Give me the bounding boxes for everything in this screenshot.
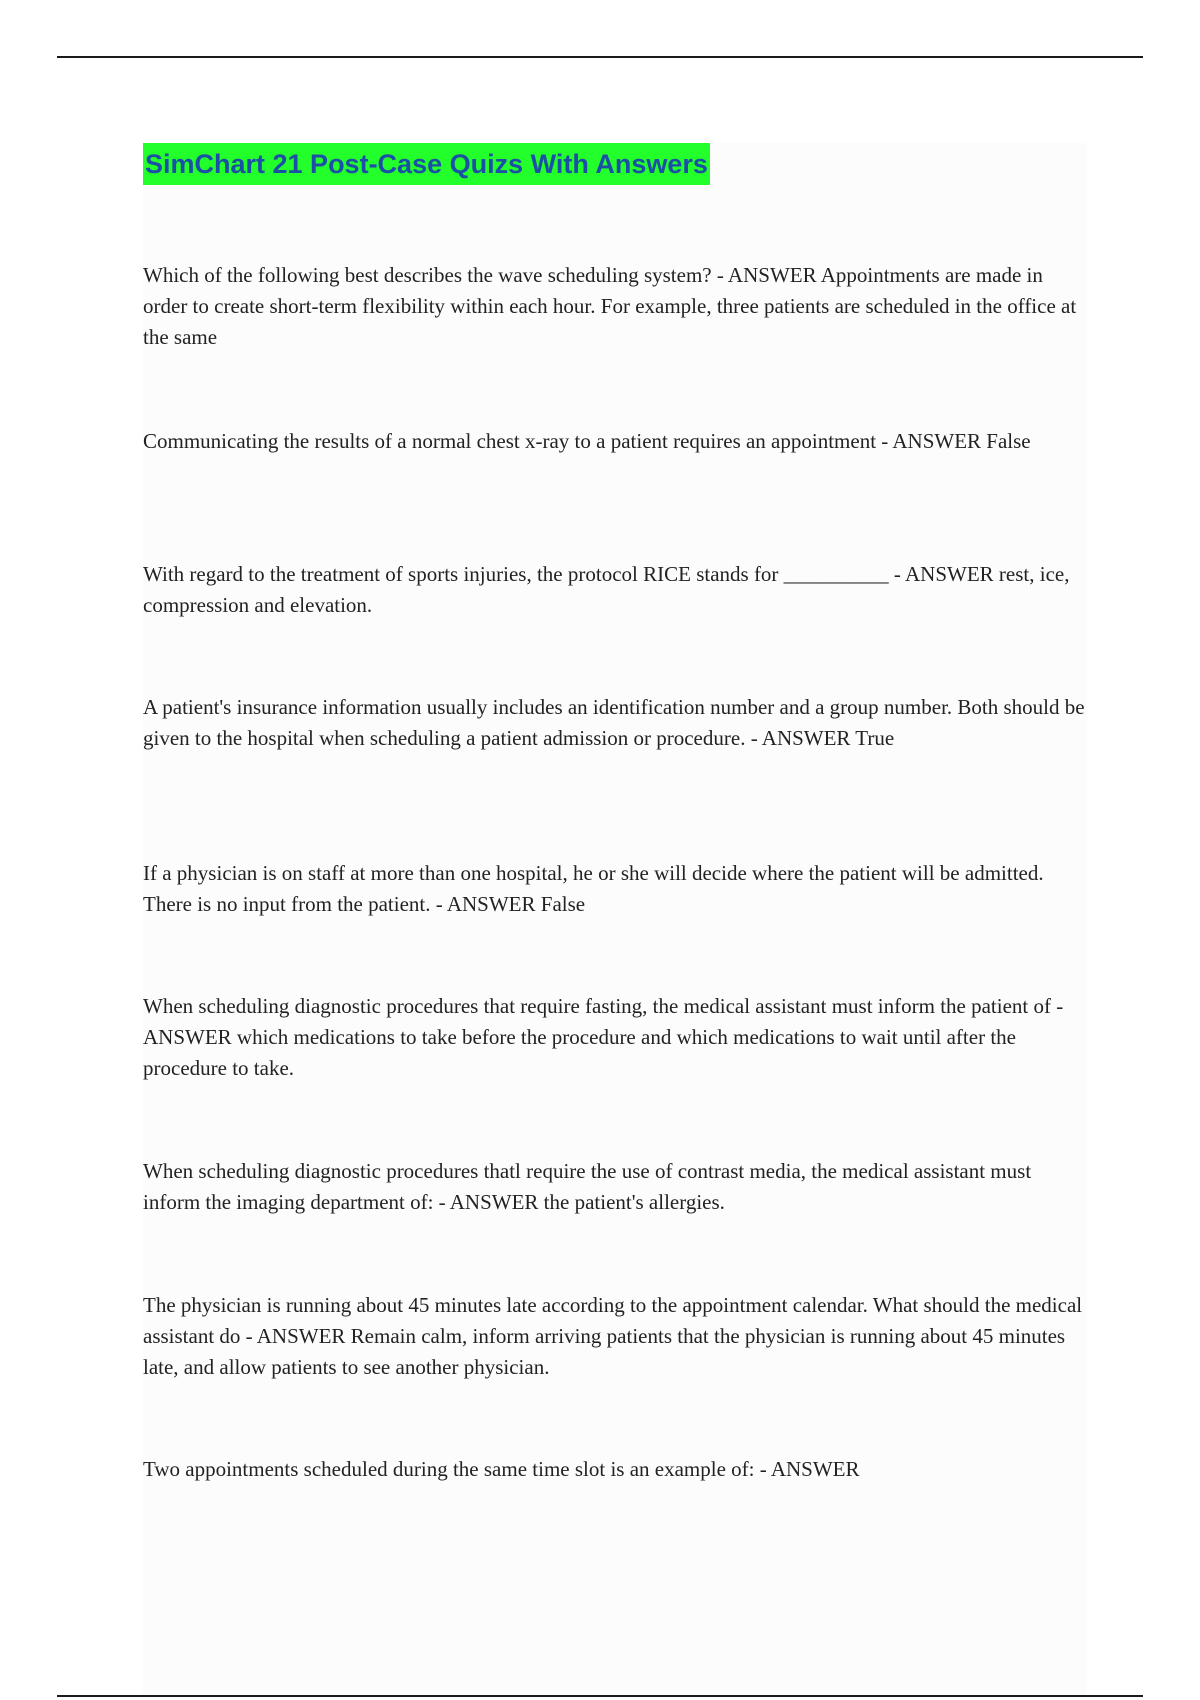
document-title: SimChart 21 Post-Case Quizs With Answers (143, 143, 710, 185)
qa-item-5: If a physician is on staff at more than one hospital, he or she will decide where the patient will be admitted. There is no input from the patient. - ANSWER False (143, 861, 1044, 916)
header-rule (57, 56, 1143, 58)
qa-item-8: The physician is running about 45 minutes late according to the appointment calendar. What should the medical assistant do - ANSWER Remain calm, inform arriving patients that the physician is running about 45 minutes late, and allow patients to see another physician. (143, 1293, 1083, 1379)
qa-item-2: Communicating the results of a normal chest x-ray to a patient requires an appointment - ANSWER False (143, 429, 1031, 453)
document-body (143, 143, 1087, 1695)
qa-item-4: A patient's insurance information usually includes an identification number and a group number. Both should be given to the hospital when scheduling a patient admission or procedure. - ANSWER True (143, 695, 1085, 750)
qa-item-7: When scheduling diagnostic procedures thatl require the use of contrast media, the medical assistant must inform the imaging department of: - ANSWER the patient's allergies. (143, 1159, 1032, 1214)
qa-item-3: With regard to the treatment of sports injuries, the protocol RICE stands for __________ - ANSWER rest, ice, compression and elevation. (143, 562, 1070, 617)
qa-item-9: Two appointments scheduled during the same time slot is an example of: - ANSWER (143, 1457, 860, 1481)
qa-item-6: When scheduling diagnostic procedures that require fasting, the medical assistant must inform the patient of - ANSWER which medications to take before the procedure and which medications to wait until after the procedure to take. (143, 994, 1064, 1080)
footer-rule (57, 1695, 1143, 1697)
qa-item-1: Which of the following best describes the wave scheduling system? - ANSWER Appointments are made in order to create short-term flexibility within each hour. For example, three patients are scheduled in the office at the same (143, 263, 1077, 349)
